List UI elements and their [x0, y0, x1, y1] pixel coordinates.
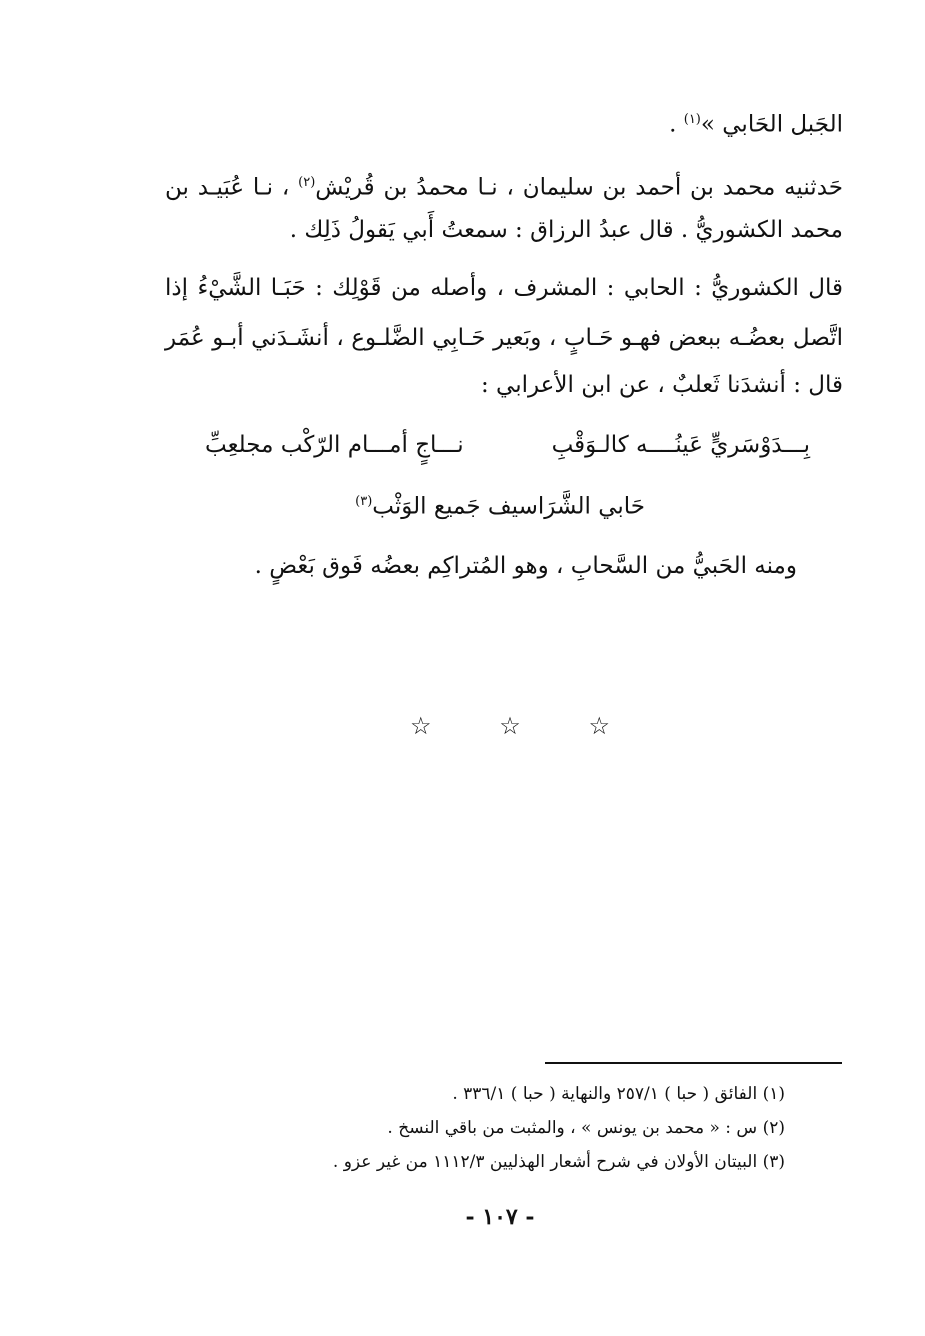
footnote-ref-1: (١) [683, 112, 701, 127]
footnote-ref-2: (٢) [298, 175, 316, 190]
text-line-2 [165, 163, 843, 208]
text-line-7: ومنه الحَبيُّ من السَّحابِ ، وهو المُتراكِم بعضُه فَوق بَعْضٍ . [254, 553, 797, 579]
star-icon: ☆ [588, 712, 610, 740]
text-line-5: اتَّصل بعضُـه ببعض فهـو حَـابٍ ، وبَعير حَـابِي الضَّلـوع ، أنشَـدَني أبـو عُمَر [165, 325, 843, 351]
verse-1-first-hemistich: بِـــدَوْسَريٍّ عَينُــــه كالـوَقْبِ [551, 432, 810, 458]
section-divider-stars [410, 712, 610, 740]
text-line-1-end: . [669, 111, 684, 138]
footnote-separator [545, 1062, 842, 1064]
text-line-2-a: حَدثنيه محمد بن أحمد بن سليمان ، نـا محمدُ بن قُريْش [315, 174, 844, 201]
text-line-2-b: ، نـا عُبَيـد بن [165, 174, 299, 201]
page-number: - ١٠٧ - [465, 1204, 535, 1230]
star-icon: ☆ [410, 712, 432, 740]
verse-2 [355, 482, 645, 527]
text-line-1-content: الجَبل الحَابي » [700, 111, 843, 138]
verse-2-text: حَابي الشَّرَاسيف جَميع الوَثْب [372, 493, 645, 520]
text-line-6: قال : أنشدَنا ثَعلبٌ ، عن ابن الأعرابي : [480, 372, 843, 398]
footnote-ref-3: (٣) [355, 494, 373, 509]
text-line-1 [669, 100, 843, 145]
verse-1-second-hemistich: نـــاجٍ أمـــام الرّكْب مجلعِبِّ [205, 432, 464, 458]
footnote-1: (١) الفائق ( حبا ) ٢٥٧/١ والنهاية ( حبا ) ٣٣٦/١ . [452, 1084, 785, 1104]
star-icon: ☆ [499, 712, 521, 740]
footnote-3: (٣) البيتان الأولان في شرح أشعار الهذليين ١١١٢/٣ من غير عزو . [332, 1152, 785, 1172]
text-line-4: قال الكشوريُّ : الحابي : المشرف ، وأصله من قَوْلِك : حَبَـا الشَّيْءُ إذا [165, 275, 843, 301]
footnote-2: (٢) س : « محمد بن يونس » ، والمثبت من باقي النسخ . [387, 1118, 785, 1138]
text-line-3: محمد الكشوريُّ . قال عبدُ الرزاق : سمعتُ أَبي يَقولُ ذَلِك . [289, 217, 843, 243]
